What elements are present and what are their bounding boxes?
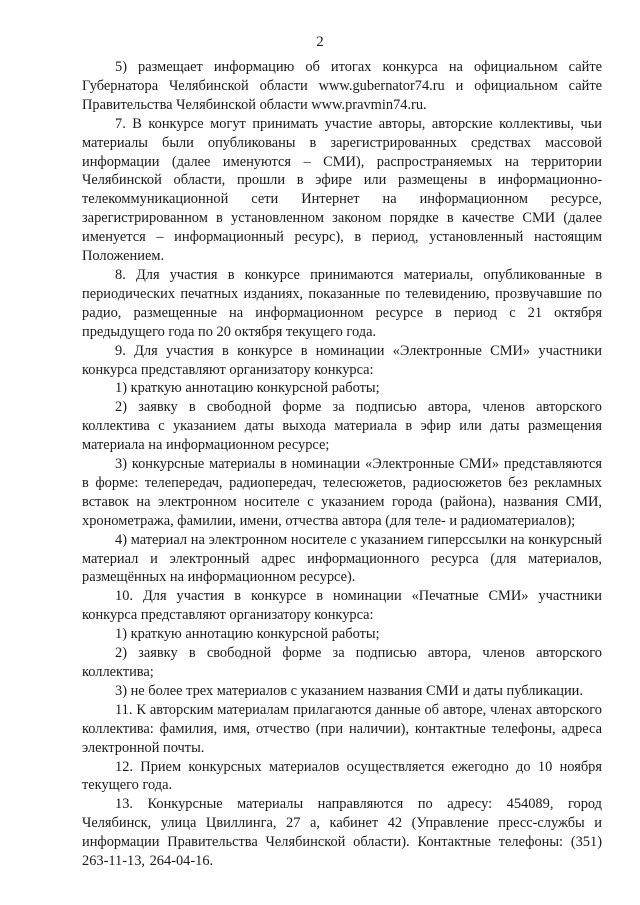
- paragraph-13-address: 13. Конкурсные материалы направляются по адресу: 454089, город Челябинск, улица Цвиллинга, 27 а, кабинет 42 (Управление пресс-службы и информации Правительства Челябинской области). Контактные телефоны: (351) 263-11-13, 264-04-16.: [82, 796, 602, 870]
- paragraph-9-item-2: 2) заявку в свободной форме за подписью автора, членов авторского коллектива с указанием даты выхода материала в эфир или даты размещения материала на информационном ресурсе;: [82, 399, 602, 454]
- paragraph-12-deadline: 12. Прием конкурсных материалов осуществляется ежегодно до 10 ноября текущего года.: [82, 758, 602, 794]
- paragraph-9-item-3: 3) конкурсные материалы в номинации «Электронные СМИ» представляются в форме: телепередач, радиопередач, телесюжетов, радиосюжетов без рекламных вставок на электронном носителе с указанием города (района), названия СМИ, хронометража, фамилии, имени, отчества автора (для теле- и радиоматериалов);: [82, 456, 602, 529]
- paragraph-7-participants: 7. В конкурсе могут принимать участие авторы, авторские коллективы, чьи материалы были опубликованы в зарегистрированных средствах массовой информации (далее именуются – СМИ), распространяемых на территории Челябинской области, прошли в эфире или размещены в информационно-телекоммуникационной сети Интернет на информационном ресурсе, зарегистрированном в установленном законом порядке в качестве СМИ (далее именуется – информационный ресурс), в период, установленный настоящим Положением.: [82, 115, 602, 265]
- paragraph-11-author-data: 11. К авторским материалам прилагаются данные об авторе, членах авторского коллектива: фамилия, имя, отчество (при наличии), контактные телефоны, адреса электронной почты.: [82, 701, 602, 756]
- paragraph-9-item-1: 1) краткую аннотацию конкурсной работы;: [115, 380, 380, 397]
- paragraph-9-item-4: 4) материал на электронном носителе с указанием гиперссылки на конкурсный материал и электронный адрес информационного ресурса (для материалов, размещённых на информационном ресурсе).: [82, 531, 602, 586]
- paragraph-10-item-3: 3) не более трех материалов с указанием названия СМИ и даты публикации.: [115, 682, 583, 699]
- paragraph-8-eligible-materials: 8. Для участия в конкурсе принимаются материалы, опубликованные в периодических печатных изданиях, показанные по телевидению, прозвучавшие по радио, размещенные на информационном ресурсе в период с 21 октября предыдущего года по 20 октября текущего года.: [82, 266, 602, 340]
- paragraph-10-print-media: 10. Для участия в конкурсе в номинации «Печатные СМИ» участники конкурса представляют организатору конкурса:: [82, 588, 602, 624]
- page-number: 2: [316, 34, 324, 50]
- paragraph-9-electronic-media: 9. Для участия в конкурсе в номинации «Электронные СМИ» участники конкурса представляют организатору конкурса:: [82, 342, 602, 378]
- paragraph-10-item-2: 2) заявку в свободной форме за подписью автора, членов авторского коллектива;: [82, 645, 602, 680]
- paragraph-item-5-publication: 5) размещает информацию об итогах конкурса на официальном сайте Губернатора Челябинской области www.gubernator74.ru и официальном сайте Правительства Челябинской области www.pravmin74.ru.: [82, 59, 602, 113]
- document-body: [82, 58, 602, 871]
- paragraph-10-item-1: 1) краткую аннотацию конкурсной работы;: [115, 626, 380, 643]
